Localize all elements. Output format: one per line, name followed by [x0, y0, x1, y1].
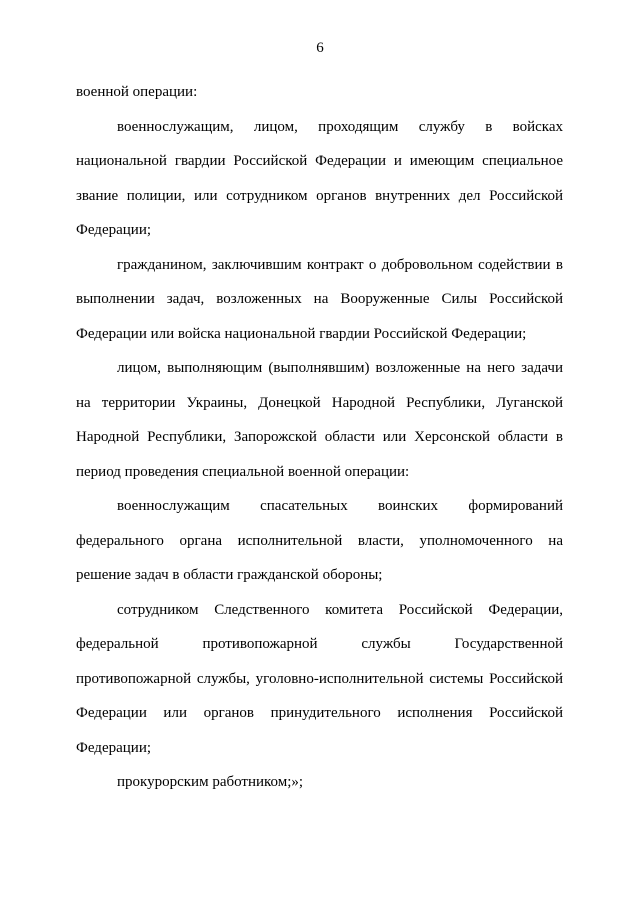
text-line: противопожарной службы, уголовно-исполнительной системы Российской [76, 670, 563, 687]
paragraph-rescue-formations [76, 489, 563, 593]
text-line: период проведения специальной военной операции: [76, 463, 410, 480]
text-line: федерального органа исполнительной власти, уполномоченного на [76, 532, 563, 549]
paragraph-continuation [76, 75, 563, 110]
document-body [76, 75, 563, 800]
text-line: сотрудником Следственного комитета Российской Федерации, [117, 601, 563, 618]
page-number: 6 [316, 40, 324, 56]
paragraph-prosecutor [76, 765, 563, 800]
text-line: решение задач в области гражданской обороны; [76, 567, 383, 583]
text-line: прокурорским работником;»; [117, 774, 304, 790]
paragraph-person-performing-tasks [76, 351, 563, 489]
text-line: Народной Республики, Запорожской области или Херсонской области в [76, 429, 563, 445]
text-line: Федерации или органов принудительного исполнения Российской [76, 705, 563, 721]
text-line: национальной гвардии Российской Федерации и имеющим специальное [76, 153, 563, 169]
text-line: военнослужащим спасательных воинских формирований [117, 498, 563, 514]
text-line: гражданином, заключившим контракт о добровольном содействии в [117, 256, 563, 273]
text-line: лицом, выполняющим (выполнявшим) возложенные на него задачи [117, 360, 563, 376]
text-line: Федерации или войска национальной гвардии Российской Федерации; [76, 325, 527, 342]
paragraph-servicemen [76, 110, 563, 248]
text-line: военнослужащим, лицом, проходящим службу в войсках [117, 118, 563, 135]
text-line: Федерации; [76, 739, 152, 756]
text-line: федеральной противопожарной службы Государственной [76, 636, 563, 652]
text-line: военной операции: [76, 84, 198, 100]
paragraph-investigative-committee [76, 593, 563, 766]
text-line: звание полиции, или сотрудником органов внутренних дел Российской [76, 187, 563, 204]
text-line: Федерации; [76, 222, 152, 238]
paragraph-volunteer-citizen [76, 248, 563, 352]
text-line: на территории Украины, Донецкой Народной Республики, Луганской [76, 394, 563, 411]
text-line: выполнении задач, возложенных на Вооруженные Силы Российской [76, 291, 563, 307]
